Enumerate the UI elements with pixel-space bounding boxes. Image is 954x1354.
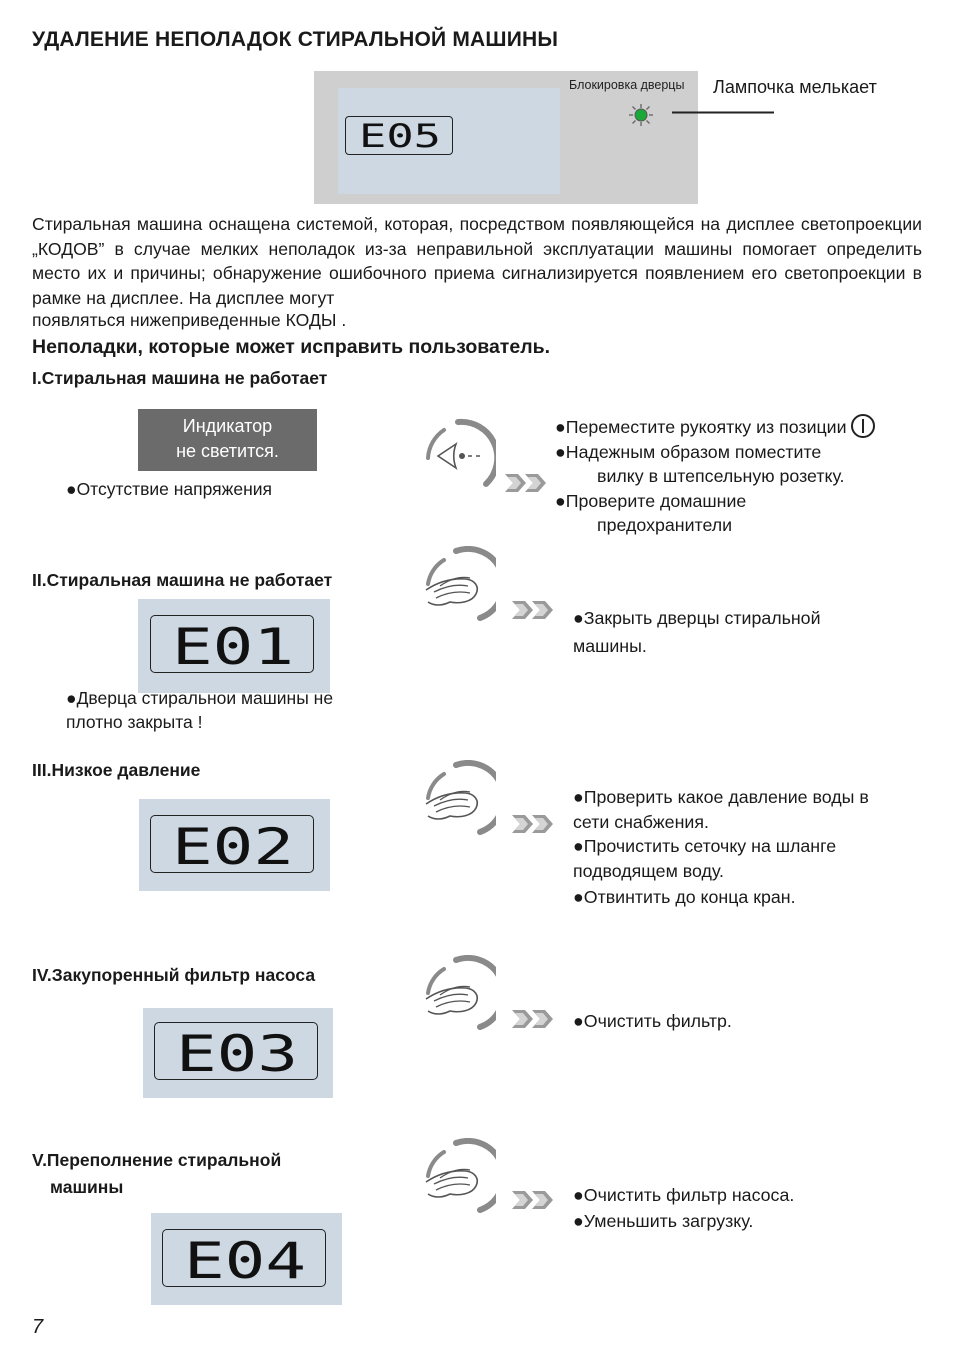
power-switch-icon (851, 414, 875, 438)
indicator-line-1: Индикатор (182, 416, 273, 436)
e02-code (158, 816, 308, 872)
pointer-line (672, 111, 774, 114)
section-5-heading-line-2: машины (50, 1177, 124, 1197)
section-3-action-1: ●Проверить какое давление воды в (573, 787, 869, 807)
eye-icon (420, 418, 496, 498)
intro-last-line: появляться нижеприведенные КОДЫ . (32, 310, 347, 330)
section-4-action: ●Очистить фильтр. (573, 1011, 732, 1031)
svg-text:E03: E03 (176, 1025, 298, 1079)
svg-text:E04: E04 (184, 1232, 306, 1286)
section-1-action-2b: вилку в штепсельную розетку. (597, 466, 845, 486)
top-code-digits (350, 117, 450, 153)
e01-code (158, 616, 308, 672)
arrow-icon (512, 1008, 556, 1030)
section-2-action-1: ●Закрыть дверцы стиральной (573, 608, 821, 628)
indicator-line-2: не светится. (176, 441, 279, 461)
section-5-heading-line-1: V.Переполнение стиральной (32, 1150, 282, 1170)
page-number: 7 (32, 1316, 44, 1338)
arrow-icon (512, 1189, 556, 1211)
section-3-heading: III.Низкое давление (32, 760, 201, 780)
section-1-action-2: ●Надежным образом поместите (555, 442, 822, 462)
section-1-heading: I.Стиральная машина не работает (32, 368, 328, 388)
section-1-cause: ●Отсутствие напряжения (66, 479, 272, 499)
section-2-action-2: машины. (573, 636, 647, 656)
svg-text:E05: E05 (359, 117, 441, 153)
section-2-heading: II.Стиральная машина не работает (32, 570, 333, 590)
hand-icon (420, 546, 496, 626)
section-1-action-1 (555, 414, 875, 440)
door-lock-label: Блокировка дверцы (569, 78, 685, 92)
section-5-action-1: ●Очистить фильтр насоса. (573, 1185, 795, 1205)
section-1-action-3b: предохранители (597, 515, 733, 535)
e03-code (162, 1023, 312, 1079)
arrow-icon (512, 813, 556, 835)
section-3-action-1b: сети снабжения. (573, 812, 709, 832)
arrow-icon (512, 599, 556, 621)
user-fixable-heading: Неполадки, которые может исправить пользователь. (32, 336, 550, 358)
svg-text:E01: E01 (172, 618, 294, 672)
svg-text:E02: E02 (172, 818, 294, 872)
hand-icon (420, 760, 496, 840)
hand-icon (420, 1138, 496, 1218)
hand-icon (420, 955, 496, 1035)
indicator-off-badge (138, 409, 317, 471)
section-5-action-2: ●Уменьшить загрузку. (573, 1211, 754, 1231)
section-3-action-2b: подводящем воду. (573, 861, 724, 881)
section-2-cause-2: плотно закрыта ! (66, 712, 203, 732)
page-title: УДАЛЕНИЕ НЕПОЛАДОК СТИРАЛЬНОЙ МАШИНЫ (32, 28, 559, 51)
section-1-action-3: ●Проверите домашние (555, 491, 747, 511)
lamp-blinking-label: Лампочка мелькает (713, 77, 877, 97)
e04-code (170, 1230, 320, 1286)
section-3-action-2: ●Прочистить сеточку на шланге (573, 836, 837, 856)
section-4-heading: IV.Закупоренный фильтр насоса (32, 965, 316, 985)
door-lock-led-icon (628, 103, 654, 127)
section-2-cause-1: ●Дверца стиральнои машины не (66, 688, 334, 708)
section-1-action-1-text: ●Переместите рукоятку из позиции (555, 417, 847, 437)
section-3-action-3: ●Отвинтить до конца кран. (573, 887, 796, 907)
intro-paragraph: Стиральная машина оснащена системой, которая, посредством появляющейся на дисплее светопроекции „КОДОВ” в случае мелких неполадок из-за неправильной эксплуатации машины помогает определить место их и причины; обнаружение ошибочного приема сигнализируется появлением его светопроекции в рамке на дисплее. На дисплее могут (32, 214, 922, 308)
arrow-icon (505, 472, 549, 494)
